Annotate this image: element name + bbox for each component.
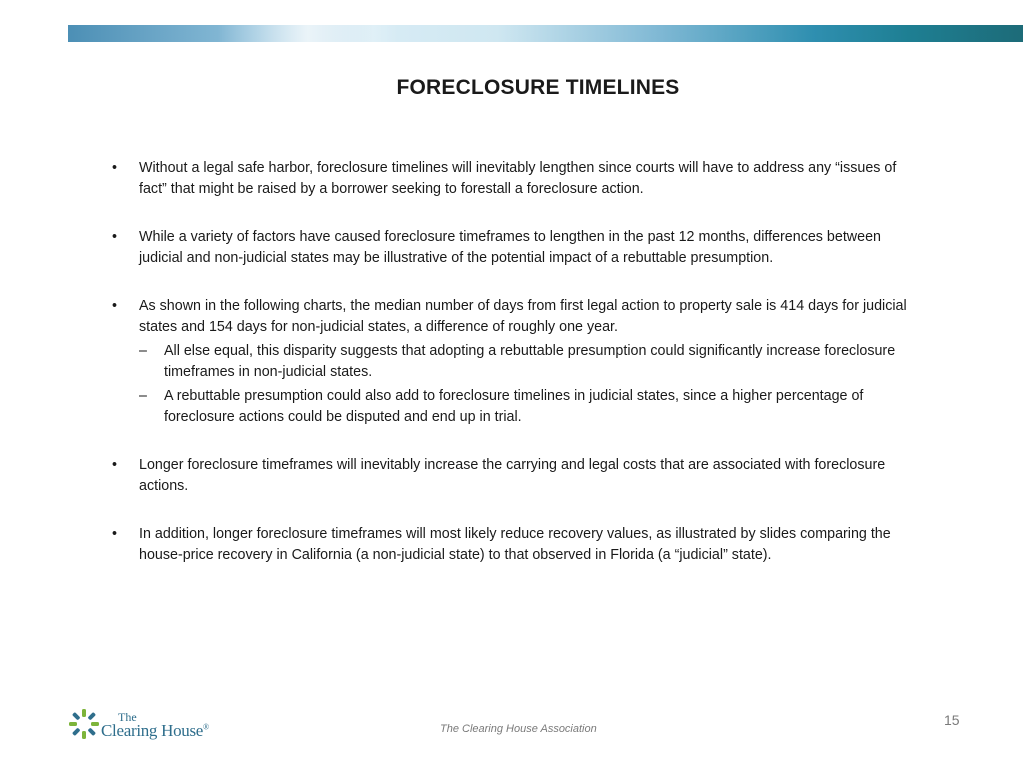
- sub-bullet-text: All else equal, this disparity suggests that adopting a rebuttable presumption could significantly increase foreclosure timeframes in non-judicial states.: [164, 343, 896, 380]
- bullet-marker: •: [112, 457, 118, 473]
- starburst-logo-icon: [68, 708, 100, 740]
- clearing-house-logo: [68, 708, 218, 744]
- bullet-item: [110, 296, 925, 427]
- bullet-marker: •: [112, 526, 118, 542]
- bullet-text: While a variety of factors have caused foreclosure timeframes to lengthen in the past 12 months, differences between judicial and non-judicial states may be illustrative of the potential impact of a rebuttable presumption.: [139, 229, 881, 266]
- logo-name: Clearing House: [101, 721, 204, 740]
- bullet-marker: •: [112, 160, 118, 176]
- sub-bullet-text: A rebuttable presumption could also add to foreclosure timelines in judicial states, since a higher percentage of foreclosure actions could be disputed and end up in trial.: [164, 388, 864, 425]
- bullet-text: In addition, longer foreclosure timeframes will most likely reduce recovery values, as illustrated by slides comparing the house-price recovery in California (a non-judicial state) to that observed in Florida (a “judicial” state).: [139, 526, 891, 563]
- sub-bullet-item: [139, 341, 925, 382]
- bullet-marker: •: [112, 298, 118, 314]
- registered-mark: ®: [203, 722, 209, 732]
- sub-bullet-list: [139, 341, 925, 427]
- sub-bullet-marker: –: [139, 388, 147, 404]
- bullet-item: [110, 524, 925, 565]
- bullet-text: As shown in the following charts, the median number of days from first legal action to property sale is 414 days for judicial states and 154 days for non-judicial states, a difference of roughly one year.: [139, 298, 907, 335]
- sub-bullet-marker: –: [139, 343, 147, 359]
- bullet-list: [110, 158, 925, 593]
- footer-association: The Clearing House Association: [440, 723, 597, 735]
- page-number: 15: [944, 712, 960, 728]
- logo-name-text: [101, 721, 209, 741]
- logo-the-text: The: [118, 710, 137, 724]
- header-band: [68, 25, 1023, 42]
- bullet-marker: •: [112, 229, 118, 245]
- header-band-highlight: [218, 25, 398, 42]
- sub-bullet-item: [139, 386, 925, 427]
- bullet-item: [110, 158, 925, 199]
- bullet-item: [110, 455, 925, 496]
- slide-title: FORECLOSURE TIMELINES: [396, 76, 680, 99]
- bullet-item: [110, 227, 925, 268]
- bullet-text: Longer foreclosure timeframes will inevitably increase the carrying and legal costs that are associated with foreclosure actions.: [139, 457, 886, 494]
- bullet-text: Without a legal safe harbor, foreclosure timelines will inevitably lengthen since courts will have to address any “issues of fact” that might be raised by a borrower seeking to forestall a foreclosure action.: [139, 160, 897, 197]
